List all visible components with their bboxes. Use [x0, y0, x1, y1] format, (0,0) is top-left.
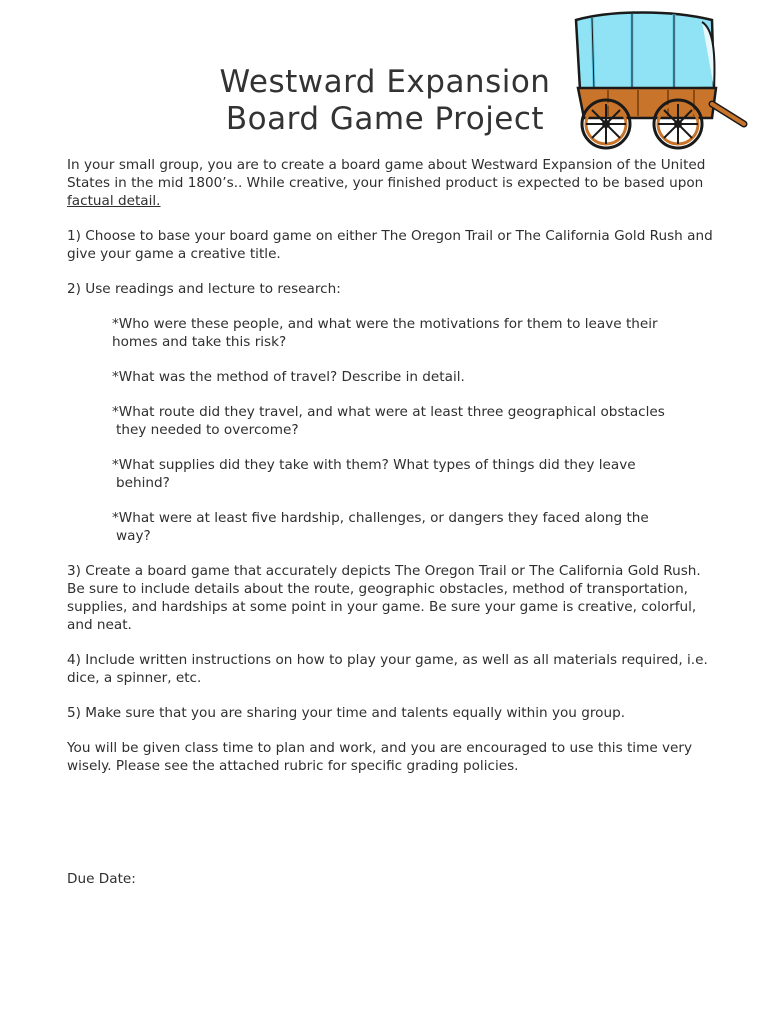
- research-question-4: [112, 456, 702, 492]
- research-question-1: [112, 315, 702, 351]
- research-question-1-line-1: *Who were these people, and what were the motivations for them to leave their: [112, 316, 658, 332]
- step-1: 1) Choose to base your board game on either The Oregon Trail or The California Gold Rush and give your game a creative title.: [67, 228, 713, 262]
- page-title: [195, 64, 575, 138]
- step-3: 3) Create a board game that accurately depicts The Oregon Trail or The California Gold Rush. Be sure to include details about the route, geographic obstacles, method of transportation, supplies, and hardships at some point in your game. Be sure your game is creative, colorful, and neat.: [67, 563, 701, 633]
- research-question-4-line-2: behind?: [116, 475, 170, 491]
- research-question-3-line-2: they needed to overcome?: [116, 422, 299, 438]
- intro-text: In your small group, you are to create a board game about Westward Expansion of the United States in the mid 1800’s.. While creative, your finished product is expected to be based upon: [67, 157, 706, 191]
- wagon-wheel-front: [654, 100, 702, 148]
- step-2: 2) Use readings and lecture to research:: [67, 281, 341, 297]
- wagon-canopy: [576, 13, 714, 91]
- research-question-5-line-1: *What were at least five hardship, challenges, or dangers they faced along the: [112, 510, 649, 526]
- research-question-2: [112, 368, 702, 386]
- covered-wagon-icon: [562, 8, 748, 150]
- research-question-3: [112, 403, 702, 439]
- intro-paragraph: [67, 156, 717, 210]
- intro-emphasis: factual detail.: [67, 193, 161, 209]
- research-question-3-line-1: *What route did they travel, and what were at least three geographical obstacles: [112, 404, 665, 420]
- step-5: 5) Make sure that you are sharing your time and talents equally within you group.: [67, 705, 626, 721]
- wagon-wheel-back: [582, 100, 630, 148]
- closing-paragraph: You will be given class time to plan and work, and you are encouraged to use this time very wisely. Please see the attached rubric for specific grading policies.: [67, 740, 693, 774]
- title-line-1: Westward Expansion: [219, 64, 551, 100]
- research-question-2-line-1: *What was the method of travel? Describe in detail.: [112, 369, 465, 385]
- step-4: 4) Include written instructions on how to play your game, as well as all materials required, i.e. dice, a spinner, etc.: [67, 652, 708, 686]
- assignment-body: [67, 156, 717, 792]
- research-question-1-line-2: homes and take this risk?: [112, 334, 287, 350]
- research-question-4-line-1: *What supplies did they take with them? What types of things did they leave: [112, 457, 636, 473]
- research-question-5-line-2: way?: [116, 528, 151, 544]
- title-line-2: Board Game Project: [225, 101, 545, 137]
- due-date-label: Due Date:: [67, 871, 136, 887]
- research-question-5: [112, 509, 702, 545]
